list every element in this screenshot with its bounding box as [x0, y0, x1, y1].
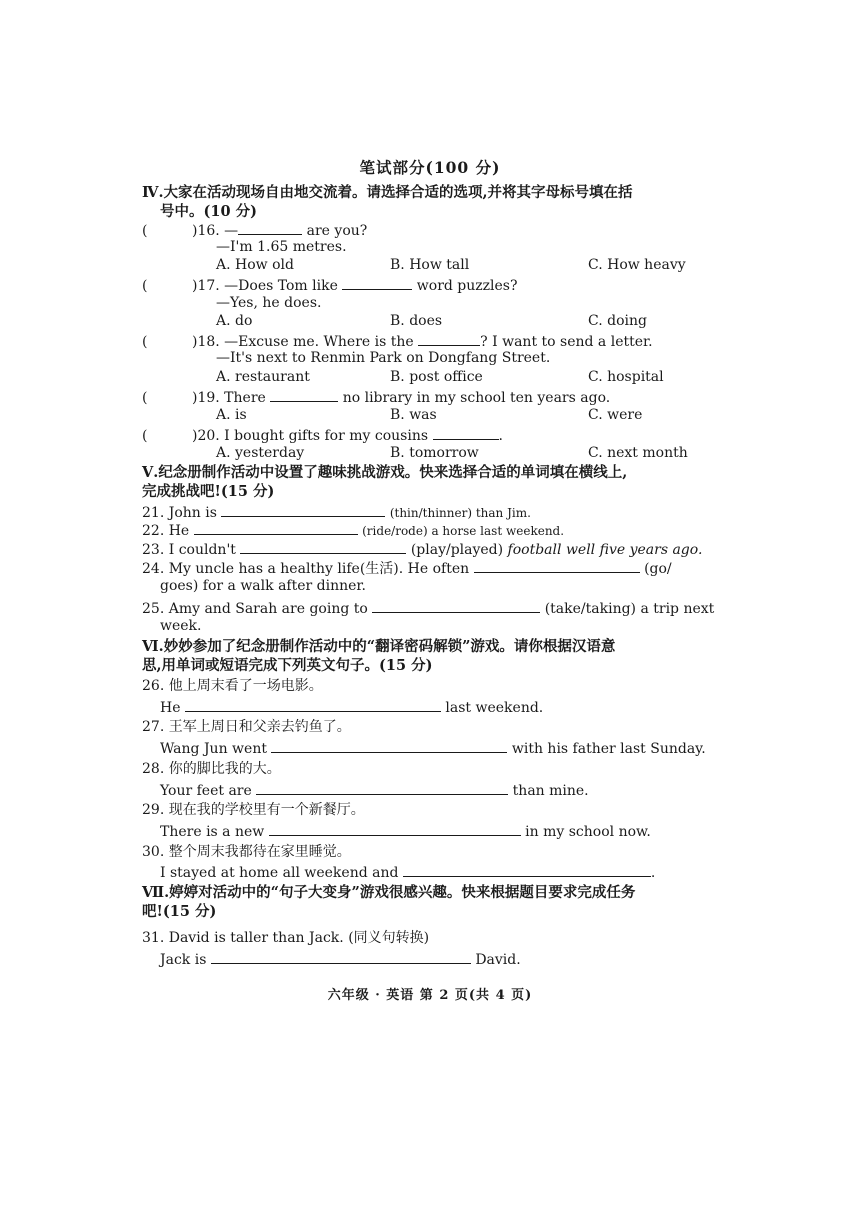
question-25-continued: week. — [160, 618, 202, 634]
question-23: 23. I couldn't (play/played) football well five years ago. — [142, 539, 717, 560]
question-31-answer-line: Jack is David. — [160, 949, 521, 970]
answer-blank[interactable] — [403, 862, 651, 877]
page-title: 笔试部分(100 分) — [359, 158, 501, 177]
question-28: Your feet are than mine. — [160, 780, 589, 801]
option-b: B. tomorrow — [390, 445, 479, 461]
option-c: C. doing — [588, 313, 647, 329]
question-18-response: —It's next to Renmin Park on Dongfang Street. — [216, 350, 551, 366]
option-a: A. How old — [216, 257, 294, 273]
option-a: A. yesterday — [216, 445, 305, 461]
question-26: He last weekend. — [160, 697, 543, 718]
section-number: Ⅶ. — [142, 884, 170, 901]
question-30: I stayed at home all weekend and . — [160, 862, 655, 883]
question-27-chinese: 27. 王军上周日和父亲去钓鱼了。 — [142, 719, 351, 735]
answer-blank[interactable] — [221, 502, 385, 517]
question-17-response: —Yes, he does. — [216, 295, 322, 311]
option-c: C. hospital — [588, 369, 664, 385]
option-b: B. was — [390, 407, 437, 423]
section-vii-instructions: Ⅶ.婷婷对活动中的“句子大变身”游戏很感兴趣。快来根据题目要求完成任务 吧!(15 分) — [142, 884, 636, 920]
question-28-chinese: 28. 你的脚比我的大。 — [142, 761, 281, 777]
answer-blank[interactable] — [372, 598, 540, 613]
question-21: 21. John is (thin/thinner) than Jim. — [142, 502, 717, 523]
option-a: A. restaurant — [216, 369, 310, 385]
question-26-chinese: 26. 他上周末看了一场电影。 — [142, 678, 323, 694]
section-number: Ⅳ. — [142, 184, 164, 201]
question-18: ( )18. —Excuse me. Where is the ? I want to send a letter. — [142, 331, 717, 352]
question-17: ( )17. —Does Tom like word puzzles? — [142, 275, 717, 296]
answer-blank[interactable] — [269, 821, 521, 836]
question-19: ( )19. There no library in my school ten years ago. — [142, 387, 717, 408]
question-22: 22. He (ride/rode) a horse last weekend. — [142, 520, 717, 541]
answer-blank[interactable] — [270, 387, 338, 402]
option-c: C. How heavy — [588, 257, 686, 273]
option-b: B. post office — [390, 369, 483, 385]
option-b: B. How tall — [390, 257, 470, 273]
option-b: B. does — [390, 313, 443, 329]
section-vi-instructions: Ⅵ.妙妙参加了纪念册制作活动中的“翻译密码解锁”游戏。请你根据汉语意 思,用单词或短语完成下列英文句子。(15 分) — [142, 638, 616, 674]
answer-blank[interactable] — [342, 275, 412, 290]
question-30-chinese: 30. 整个周末我都待在家里睡觉。 — [142, 844, 351, 860]
option-a: A. is — [216, 407, 247, 423]
question-24: 24. My uncle has a healthy life(生活). He often (go/ — [142, 558, 717, 579]
section-iv-instructions: Ⅳ.大家在活动现场自由地交流着。请选择合适的选项,并将其字母标号填在括 号中。(10 分) — [142, 184, 633, 220]
page-footer: 六年级 · 英语 第 2 页(共 4 页) — [327, 988, 533, 1003]
section-number: Ⅵ. — [142, 638, 164, 655]
question-25: 25. Amy and Sarah are going to (take/taking) a trip next — [142, 598, 717, 619]
section-v-instructions: Ⅴ.纪念册制作活动中设置了趣味挑战游戏。快来选择合适的单词填在横线上, 完成挑战吧!(15 分) — [142, 464, 628, 500]
answer-blank[interactable] — [194, 520, 358, 535]
option-a: A. do — [216, 313, 253, 329]
question-24-continued: goes) for a walk after dinner. — [160, 578, 367, 594]
question-20: ( )20. I bought gifts for my cousins . — [142, 425, 717, 446]
answer-blank[interactable] — [238, 220, 302, 235]
option-c: C. next month — [588, 445, 688, 461]
answer-blank[interactable] — [240, 539, 406, 554]
question-16: ( )16. — are you? — [142, 220, 717, 241]
answer-blank[interactable] — [185, 697, 441, 712]
answer-blank[interactable] — [271, 738, 507, 753]
question-16-response: —I'm 1.65 metres. — [216, 239, 347, 255]
answer-blank[interactable] — [433, 425, 499, 440]
option-c: C. were — [588, 407, 643, 423]
answer-blank[interactable] — [474, 558, 640, 573]
question-29-chinese: 29. 现在我的学校里有一个新餐厅。 — [142, 802, 365, 818]
answer-blank[interactable] — [211, 949, 471, 964]
question-29: There is a new in my school now. — [160, 821, 651, 842]
section-number: Ⅴ. — [142, 464, 159, 481]
question-27: Wang Jun went with his father last Sunday. — [160, 738, 706, 759]
answer-blank[interactable] — [418, 331, 480, 346]
question-31: 31. David is taller than Jack. (同义句转换) — [142, 930, 430, 946]
answer-blank[interactable] — [256, 780, 508, 795]
